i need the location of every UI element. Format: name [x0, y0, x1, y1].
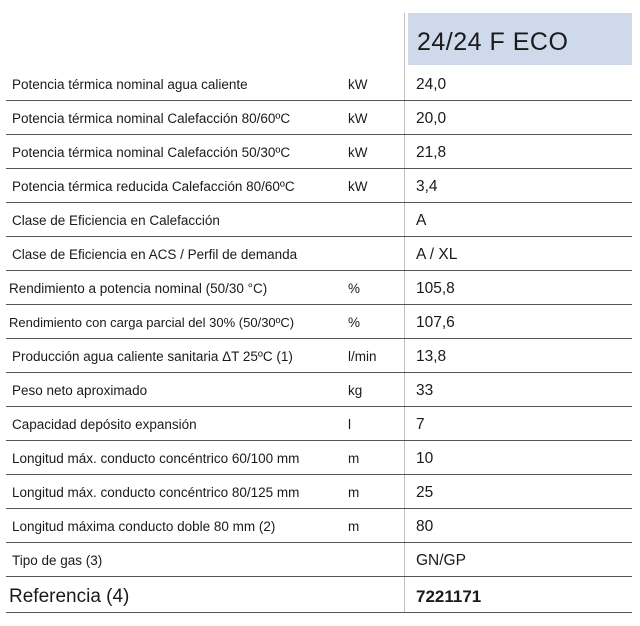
spec-value: 105,8 [416, 280, 455, 297]
table-row [6, 67, 632, 101]
spec-value: A [416, 212, 427, 229]
spec-value: 3,4 [416, 178, 438, 195]
spec-label: Potencia térmica reducida Calefacción 80/60ºC [12, 179, 295, 194]
spec-value: 13,8 [416, 348, 447, 365]
spec-label: Potencia térmica nominal Calefacción 50/30ºC [12, 145, 291, 160]
spec-unit: m [348, 519, 360, 534]
spec-label: Tipo de gas (3) [12, 553, 103, 568]
spec-value: 107,6 [416, 314, 455, 331]
spec-value: 80 [416, 518, 434, 535]
spec-label: Longitud máx. conducto concéntrico 60/100 mm [12, 451, 300, 466]
table-row [6, 475, 632, 509]
table-row [6, 271, 632, 305]
spec-label: Capacidad depósito expansión [12, 417, 197, 432]
spec-value: 21,8 [416, 144, 447, 161]
spec-label: Potencia térmica nominal agua caliente [12, 77, 248, 92]
row-divider [6, 612, 632, 613]
table-row [6, 237, 632, 271]
spec-unit: l/min [348, 349, 377, 364]
spec-value: 24,0 [416, 76, 447, 93]
table-row [6, 135, 632, 169]
spec-label: Rendimiento a potencia nominal (50/30 °C) [9, 281, 268, 296]
spec-label: Rendimiento con carga parcial del 30% (50/30ºC) [9, 315, 295, 330]
spec-unit: % [348, 281, 361, 296]
spec-value: GN/GP [416, 552, 466, 569]
table-row [6, 543, 632, 577]
spec-unit: l [348, 417, 351, 432]
spec-value: 10 [416, 450, 434, 467]
spec-label: Producción agua caliente sanitaria ΔT 25ºC (1) [12, 349, 293, 364]
reference-value: 7221171 [416, 587, 482, 606]
spec-value: 25 [416, 484, 434, 501]
table-row [6, 203, 632, 237]
spec-value: A / XL [416, 246, 458, 263]
spec-unit: m [348, 485, 360, 500]
reference-row [6, 577, 632, 613]
spec-label: Clase de Eficiencia en ACS / Perfil de demanda [12, 247, 298, 262]
spec-value: 20,0 [416, 110, 447, 127]
table-row [6, 407, 632, 441]
spec-unit: kg [348, 383, 363, 398]
model-header: 24/24 F ECO [408, 13, 632, 65]
table-row [6, 441, 632, 475]
table-row [6, 373, 632, 407]
reference-label: Referencia (4) [9, 586, 130, 607]
spec-unit: % [348, 315, 361, 330]
spec-label: Longitud máxima conducto doble 80 mm (2) [12, 519, 276, 534]
table-row [6, 339, 632, 373]
spec-label: Potencia térmica nominal Calefacción 80/60ºC [12, 111, 291, 126]
spec-unit: kW [348, 145, 368, 160]
spec-label: Peso neto aproximado [12, 383, 148, 398]
spec-value: 33 [416, 382, 434, 399]
table-row [6, 509, 632, 543]
spec-label: Clase de Eficiencia en Calefacción [12, 213, 220, 228]
spec-unit: kW [348, 77, 368, 92]
table-row [6, 101, 632, 135]
table-row [6, 305, 632, 339]
table-row [6, 169, 632, 203]
spec-unit: kW [348, 179, 368, 194]
spec-label: Longitud máx. conducto concéntrico 80/125 mm [12, 485, 300, 500]
spec-value: 7 [416, 416, 425, 433]
spec-unit: kW [348, 111, 368, 126]
spec-unit: m [348, 451, 360, 466]
